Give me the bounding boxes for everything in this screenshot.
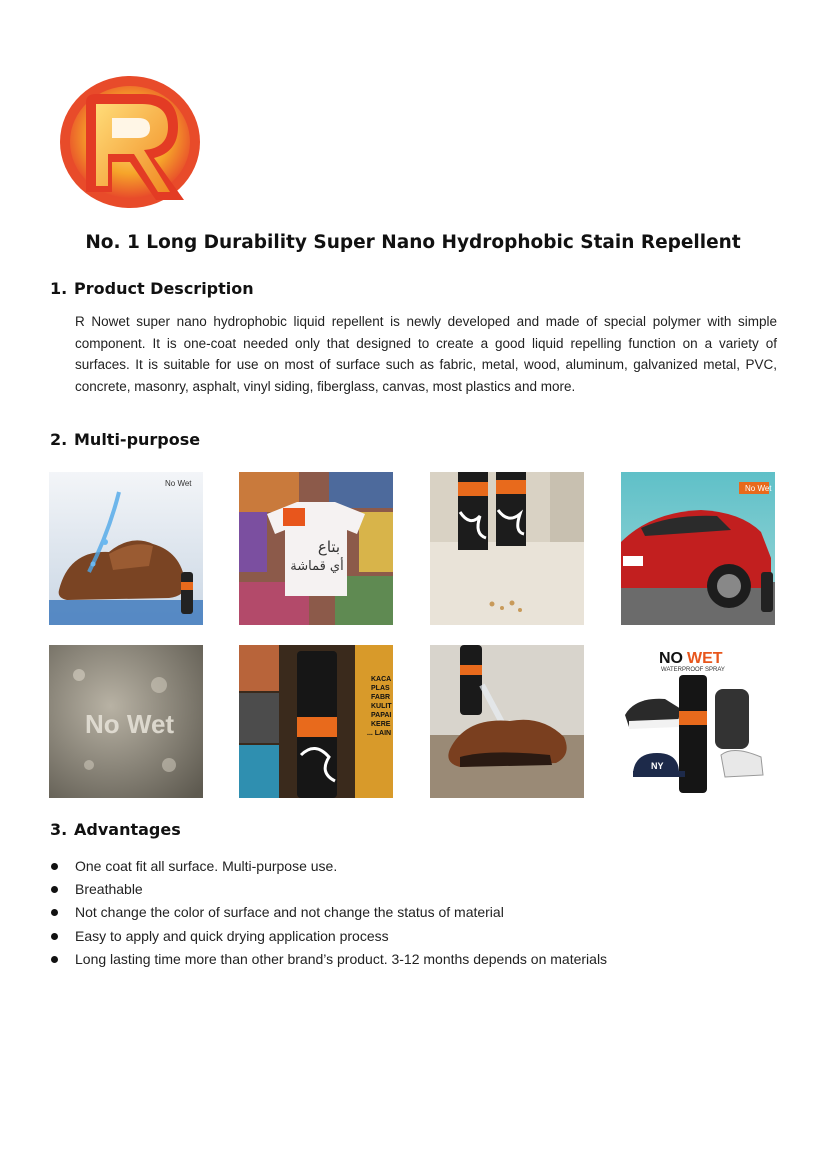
list-item	[50, 901, 607, 924]
swatch-label: PAPAI	[371, 712, 392, 719]
list-item	[50, 948, 607, 971]
section-title: Advantages	[74, 820, 181, 839]
section-heading-advantages	[50, 820, 181, 839]
r-logo-icon	[56, 72, 204, 212]
list-item-text: Long lasting time more than other brand’s product. 3-12 months depends on materials	[75, 950, 608, 967]
section-heading-multi-purpose	[50, 430, 200, 449]
section-heading-product-description	[50, 279, 254, 298]
cap-logo: NY	[651, 761, 664, 771]
brand-mark: No Wet	[85, 709, 175, 739]
bullet-icon	[51, 909, 58, 916]
shirt-print-line-1: بتاع	[317, 538, 341, 556]
section-number: 1.	[50, 279, 68, 298]
photo-clothes-pile	[239, 472, 393, 625]
product-description-text: R Nowet super nano hydrophobic liquid repellent is newly developed and made of special polymer with simple component. It is one-coat needed only that designed to create a good liquid repelling function on a variety of surfaces. It is suitable for use on most of surface such as fabric, metal, wood, aluminum, galvanized metal, PVC, concrete, masonry, asphalt, vinyl siding, fiberglass, canvas, most plastics and more.	[75, 314, 777, 394]
list-item-text: One coat fit all surface. Multi-purpose use.	[75, 858, 338, 874]
section-number: 2.	[50, 430, 68, 449]
list-item-text: Breathable	[75, 881, 143, 898]
swatch-label: KERE	[371, 721, 391, 728]
collage-headline-no: NO	[659, 650, 683, 667]
swatch-label: PLAS	[371, 685, 390, 692]
company-logo	[56, 72, 204, 212]
bullet-icon	[51, 933, 58, 940]
swatch-label: KULIT	[371, 703, 392, 710]
photo-red-car	[621, 472, 775, 625]
bullet-icon	[51, 863, 58, 870]
collage-subline: WATERPROOF SPRAY	[661, 667, 725, 673]
shirt-print-line-2: أي قماشة	[290, 559, 344, 574]
section-title: Product Description	[74, 279, 254, 298]
section-title: Multi-purpose	[74, 430, 201, 449]
brand-mark: No Wet	[165, 479, 192, 488]
advantages-list	[50, 855, 607, 971]
photo-wet-surface	[49, 645, 203, 798]
photo-leather-shoe	[49, 472, 203, 625]
section-number: 3.	[50, 820, 68, 839]
page-title: No. 1 Long Durability Super Nano Hydrophobic Stain Repellent	[85, 232, 741, 253]
swatch-label: ... LAIN	[367, 730, 392, 737]
brand-mark: No Wet	[745, 484, 772, 493]
photo-spray-cans	[430, 472, 584, 625]
bullet-icon	[51, 886, 58, 893]
swatch-label: FABR	[371, 694, 391, 701]
list-item	[50, 925, 607, 948]
swatch-label: KACA	[371, 676, 392, 683]
photo-spray-swatches	[239, 645, 393, 798]
list-item	[50, 855, 607, 878]
photo-product-collage	[621, 645, 775, 798]
list-item-text: Easy to apply and quick drying application process	[75, 927, 389, 944]
bullet-icon	[51, 956, 58, 963]
list-item	[50, 878, 607, 901]
photo-shoe-spray	[430, 645, 584, 798]
list-item-text: Not change the color of surface and not change the status of material	[75, 904, 504, 921]
collage-headline-wet: WET	[687, 650, 723, 667]
